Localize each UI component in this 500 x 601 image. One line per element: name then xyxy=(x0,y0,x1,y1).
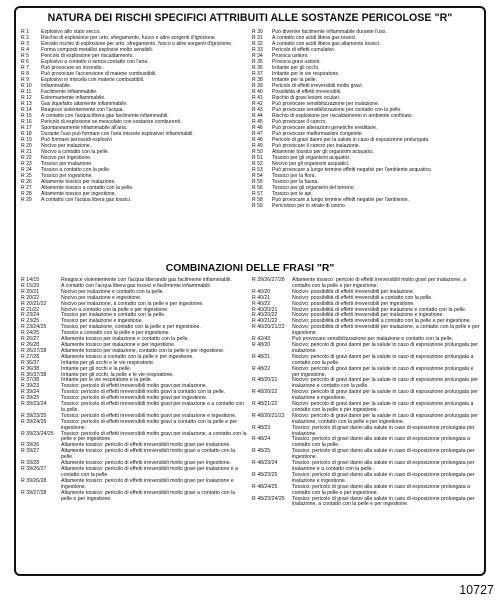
phrase-text: Può provocare l'accensione di materie combustibili. xyxy=(41,71,157,77)
phrase-code: R 20/21 xyxy=(21,288,40,295)
phrase-code: R 23/24 xyxy=(21,312,40,319)
phrase-code: R 53 xyxy=(252,167,263,173)
phrase-code: R 18 xyxy=(21,131,32,137)
phrase-code: R 15 xyxy=(21,113,32,119)
phrase-code: R 40/22 xyxy=(252,300,271,307)
phrase-code: R 39 xyxy=(252,83,263,89)
phrase-text: Altamente tossico per inalazione e contatto con la pelle. xyxy=(61,336,190,343)
phrase-code: R 50 xyxy=(252,149,263,155)
phrase-code: R 39/26/28 xyxy=(21,477,47,484)
phrase-code: R 57 xyxy=(252,191,263,197)
phrase-text: Esplosivo a contatto o senza contatto con l'aria. xyxy=(41,59,149,65)
phrase-code: R 1 xyxy=(21,29,29,35)
phrase-text: Altamente tossico: pericolo di effetti irreversibili molto gravi per ingestione. xyxy=(61,460,232,467)
phrase-code: R 39/23 xyxy=(21,383,40,390)
phrase-code: R 39/24 xyxy=(21,389,40,396)
phrase-text: Tossico: pericolo di gravi danni alla salute in caso di esposizione prolungata per inalazione, a contatto con la pelle e per ingestione. xyxy=(292,495,475,508)
combinations-column-right xyxy=(252,278,482,508)
phrase-code: R 24 xyxy=(21,167,32,173)
phrase-text: Pericolo di esplosione se mescolato con sostanze comburenti. xyxy=(41,119,182,125)
phrase-code: R 26 xyxy=(21,179,32,185)
phrase-row xyxy=(21,491,247,503)
phrase-code: R 7 xyxy=(21,65,29,71)
phrase-text: Tossico: pericolo di gravi danni alla salute in caso di esposizione prolungata per inalazione e ingestione. xyxy=(292,471,475,484)
phrase-text: Provoca gravi ustioni. xyxy=(272,59,321,65)
phrase-text: Elevato rischio di esplosione per urto, sfregamento, fuoco o altre sorgenti d'ignizione. xyxy=(41,41,233,47)
phrase-code: R 11 xyxy=(21,89,32,95)
sign-title: NATURA DEI RISCHI SPECIFICI ATTRIBUITI ALLE SOSTANZE PERICOLOSE "R" xyxy=(47,12,453,24)
phrase-text: Tossico a contatto con la pelle. xyxy=(41,167,111,173)
phrase-text: Esplosivo allo stato secco. xyxy=(41,29,101,35)
phrase-text: Nocivo per inalazione. xyxy=(41,143,92,149)
phrase-code: R 48/23/24/25 xyxy=(252,495,285,502)
phrase-code: R 19 xyxy=(21,137,32,143)
phrase-text: Pericoloso per lo strato di ozono. xyxy=(272,203,347,209)
phrase-text: Nocivo: pericolo di gravi danni per la salute in caso di esposizione prolungata per inalazione, contatto con la pelle e per ingestione. xyxy=(292,412,478,425)
phrase-code: R 36/37/38 xyxy=(21,371,47,378)
phrase-text: Irritante per le vie respiratorie. xyxy=(272,71,340,77)
phrase-text: Reagisce violentemente con l'acqua. xyxy=(41,107,124,113)
phrase-code: R 28 xyxy=(21,191,32,197)
phrase-text: Estremamente infiammabile. xyxy=(41,95,106,101)
phrase-code: R 40/20/21/22 xyxy=(252,324,285,331)
phrase-text: Altamente tossico per ingestione. xyxy=(41,191,117,197)
phrase-code: R 48/20 xyxy=(252,341,271,348)
phrase-code: R 40 xyxy=(252,89,263,95)
phrase-text: Tossico: pericolo di effetti irreversibili molto gravi per inalazione e ingestione. xyxy=(61,412,237,419)
phrase-text: Tossico per la flora. xyxy=(272,173,316,179)
phrase-text: Nocivo a contatto con la pelle. xyxy=(41,149,109,155)
phrase-text: Durante l'uso può formare con l'aria miscele esplosive/ infiammabili. xyxy=(41,131,194,137)
phrase-text: Altamente tossico per inalazione e per ingestione. xyxy=(61,341,176,348)
phrase-code: R 48/24 xyxy=(252,436,271,443)
combinations-title: COMBINAZIONI DELLE FRASI "R" xyxy=(165,263,335,274)
phrase-code: R 48/22 xyxy=(252,365,271,372)
phrase-code: R 27 xyxy=(21,185,32,191)
phrase-text: Tossico per inalazione. xyxy=(41,161,93,167)
phrase-code: R 37/38 xyxy=(21,377,40,384)
phrase-code: R 49 xyxy=(252,143,263,149)
phrase-code: R 48/23/25 xyxy=(252,471,278,478)
phrase-code: R 23/25 xyxy=(21,318,40,325)
phrase-code: R 40/21 xyxy=(252,294,271,301)
phrase-text: Tossico: pericolo di effetti irreversibili molto gravi a contatto con la pelle e per ingestione. xyxy=(61,418,238,431)
phrase-code: R 14/15 xyxy=(21,277,40,283)
phrase-code: R 15/29 xyxy=(21,282,40,289)
phrase-text: Nocivo: pericolo di gravi danni per la salute in caso di esposizione prolungata per inalazione. xyxy=(292,341,478,354)
phrase-code: R 42/43 xyxy=(252,336,271,343)
phrase-text: Nocivo: possibilità di effetti irreversibili a contatto con la pelle e per ingestione. xyxy=(292,318,471,325)
phrase-code: R 55 xyxy=(252,179,263,185)
phrase-text: Tossico: pericolo di gravi danni alla salute in caso di esposizione prolungata a contatto con la pelle. xyxy=(292,436,470,449)
phrase-row xyxy=(21,197,247,203)
phrase-code: R 39/23/24 xyxy=(21,401,47,408)
phrase-code: R 39/27 xyxy=(21,448,40,455)
phrase-code: R 39/23/24/25 xyxy=(21,430,54,437)
phrase-code: R 48/21/22 xyxy=(252,401,278,408)
phrase-code: R 13 xyxy=(21,101,32,107)
phrase-text: Tossico per gli organismi acquatici. xyxy=(272,155,351,161)
phrase-code: R 9 xyxy=(21,77,29,83)
phrase-text: A contatto con l'acqua libera gas tossici e facilmente infiammabili. xyxy=(61,282,212,289)
phrase-code: R 17 xyxy=(21,125,32,131)
phrase-code: R 40/20 xyxy=(252,288,271,295)
phrase-text: Nocivo: possibilità di effetti irreversibili per inalazione e ingestione. xyxy=(292,312,444,319)
phrase-text: Nocivo: pericolo di gravi danni per la salute in caso di esposizione prolungata a contatto con la pelle. xyxy=(292,353,474,366)
phrase-code: R 30 xyxy=(252,29,263,35)
phrase-text: Tossico per la fauna. xyxy=(272,179,319,185)
phrase-text: Altamente tossico per gli organismi acquatici. xyxy=(272,149,374,155)
phrase-code: R 14 xyxy=(21,107,32,113)
phrase-text: Nocivo per inalazione e ingestione. xyxy=(61,294,142,301)
phrase-text: Facilmente infiammabile. xyxy=(41,89,98,95)
phrase-text: Nocivo: pericolo di gravi danni per la salute in caso di esposizione prolungata per inalazione e contatto con la pelle. xyxy=(292,377,478,390)
phrase-text: Tossico: pericolo di effetti irreversibili molto gravi per inalazione e a contatto con la pelle. xyxy=(61,401,244,413)
phrase-code: R 56 xyxy=(252,185,263,191)
phrase-code: R 58 xyxy=(252,197,263,203)
phrase-text: Tossico: pericolo di effetti irreversibili molto gravi per inalazione, a contatto con la pelle e per ingestione. xyxy=(61,430,247,443)
phrase-text: Nocivo: possibilità di effetti irreversibili per ingestione. xyxy=(292,300,415,307)
phrase-code: R 42 xyxy=(252,101,263,107)
phrase-text: Nocivo: possibilità di effetti irreversibili a contatto con la pelle. xyxy=(292,294,433,301)
phrase-text: Irritante per gli occhi, la pelle e le vie respiratorie. xyxy=(61,371,174,378)
phrase-text: Pericolo di esplosione per riscaldamento. xyxy=(41,53,134,59)
phrase-code: R 23/24/25 xyxy=(21,324,47,331)
phrase-code: R 48/23/24 xyxy=(252,460,278,467)
phrase-row xyxy=(252,414,482,426)
phrase-text: Può provocare alterazioni genetiche ereditarie. xyxy=(272,125,378,131)
phrase-text: Nocivo per inalazione, a contatto con la pelle e per ingestione. xyxy=(61,300,204,307)
phrase-text: Nocivo: possibilità di effetti irreversibili per inalazione, a contatto con la pelle e per ingestione. xyxy=(292,324,480,337)
phrase-text: Altamente tossico per inalazione. xyxy=(41,179,116,185)
phrase-text: Tossico per gli organismi del terreno. xyxy=(272,185,355,191)
phrase-text: Pericolo di effetti irreversibili molto gravi. xyxy=(272,83,364,89)
phrase-text: Altamente tossico: pericolo di effetti irreversibili molto gravi a contatto con la pelle e per ingestione. xyxy=(61,489,236,502)
phrase-code: R 2 xyxy=(21,35,29,41)
phrase-text: Tossico: pericolo di gravi danni alla salute in caso di esposizione prolungata per inalazione. xyxy=(292,424,475,437)
phrase-row xyxy=(252,497,482,509)
phrase-row xyxy=(21,420,247,432)
phrase-code: R 39/25 xyxy=(21,395,40,402)
phrase-code: R 29 xyxy=(21,197,32,203)
phrase-code: R 26/27/28 xyxy=(21,347,47,354)
phrase-text: Può provocare a lungo termine effetti negativi per l'ambiente acquatico. xyxy=(272,167,433,173)
phrase-text: Altamente tossico a contatto con la pelle e per ingestione. xyxy=(61,353,194,360)
phrase-code: R 40/20/21 xyxy=(252,306,278,313)
phrase-code: R 21 xyxy=(21,149,32,155)
phrase-code: R 48 xyxy=(252,137,263,143)
phrase-code: R 20/21/22 xyxy=(21,300,47,307)
phrase-text: Può provocare malformazioni congenite. xyxy=(272,131,364,137)
phrase-code: R 12 xyxy=(21,95,32,101)
phrase-code: R 48/20/22 xyxy=(252,389,278,396)
phrase-code: R 39/26 xyxy=(21,442,40,449)
phrase-code: R 39/23/25 xyxy=(21,412,47,419)
phrase-code: R 37 xyxy=(252,71,263,77)
phrase-code: R 3 xyxy=(21,41,29,47)
phrase-text: Tossico: pericolo di effetti irreversibili molto gravi per inalazione. xyxy=(61,383,208,390)
phrase-code: R 45 xyxy=(252,119,263,125)
phrase-code: R 36/38 xyxy=(21,365,40,372)
phrase-code: R 16 xyxy=(21,119,32,125)
safety-sign xyxy=(14,6,486,576)
phrase-text: Può provocare a lungo termine effetti negativi per l'ambiente. xyxy=(272,197,410,203)
phrase-row xyxy=(252,485,482,497)
phrase-code: R 33 xyxy=(252,47,263,53)
phrase-text: Tossico: pericolo di effetti irreversibili molto gravi a contatto con la pelle. xyxy=(61,389,226,396)
phrase-text: Reagisce violentemente con l'acqua liberando gas facilmente infiammabili. xyxy=(61,277,232,283)
phrase-row xyxy=(252,473,482,485)
phrase-text: Rischio di esplosione per urto, sfregamento, fuoco o altre sorgenti d'ignizione. xyxy=(41,35,217,41)
phrase-text: Rischio di gravi lesioni oculari. xyxy=(272,95,341,101)
phrase-code: R 26/28 xyxy=(21,341,40,348)
phrase-text: Può divenire facilmente infiammabile durante l'uso. xyxy=(272,29,387,35)
phrase-code: R 46 xyxy=(252,125,263,131)
phrase-text: Irritante per gli occhi e la pelle. xyxy=(61,365,132,372)
phrase-code: R 5 xyxy=(21,53,29,59)
phrase-code: R 52 xyxy=(252,161,263,167)
phrase-text: Nocivo: pericolo di gravi danni per la salute in caso di esposizione prolungata per inalazione e ingestione. xyxy=(292,389,478,402)
phrase-text: Può provocare sensibilizzazione per inalazione e contatto con la pelle. xyxy=(292,336,454,343)
phrase-code: R 39/24/25 xyxy=(21,418,47,425)
phrase-text: Altamente tossico a contatto con la pelle. xyxy=(41,185,134,191)
phrase-text: Può provocare sensibilizzazione per inalazione. xyxy=(272,101,380,107)
phrase-text: Possibilità di effetti irreversibili. xyxy=(272,89,342,95)
phrase-code: R 54 xyxy=(252,173,263,179)
phrase-row xyxy=(252,355,482,367)
phrases-column-right xyxy=(252,29,482,209)
phrase-text: Altamente tossico: pericolo di effetti irreversibili molto gravi per inalazione. xyxy=(61,442,231,449)
phrase-code: R 38 xyxy=(252,77,263,83)
phrase-text: Nocivo per inalazione e contatto con la pelle. xyxy=(61,288,164,295)
phrase-text: A contatto con l'acqua libera gas facilmente infiammabili. xyxy=(41,113,169,119)
phrases-column-left xyxy=(21,29,247,203)
phrase-text: Nocivo: pericolo di gravi danni per la salute in caso di esposizione prolungata a contatto con la pelle e per ingestione. xyxy=(292,401,474,413)
phrase-code: R 35 xyxy=(252,59,263,65)
phrase-text: Nocivo: possibilità di effetti irreversibili per inalazione e contatto con la pelle. xyxy=(292,306,467,313)
catalog-number: 10727 xyxy=(459,583,494,597)
phrase-code: R 4 xyxy=(21,47,29,53)
phrase-code: R 26/27 xyxy=(21,336,40,343)
phrase-code: R 25 xyxy=(21,173,32,179)
phrase-text: Irritante per gli occhi e le vie respiratorie. xyxy=(61,359,155,366)
phrase-text: Tossico: pericolo di gravi danni alla salute in caso di esposizione prolungata a contatto con la pelle e per ingestione. xyxy=(292,483,470,496)
phrase-code: R 48/20/21 xyxy=(252,377,278,384)
phrase-text: Può provocare un incendio. xyxy=(41,65,104,71)
phrase-text: Altamente tossico per inalazione, contatto con la pelle e per ingestione. xyxy=(61,347,225,354)
phrase-code: R 34 xyxy=(252,53,263,59)
phrase-text: Nocivo: possibilità di effetti irreversibili per inalazione. xyxy=(292,288,415,295)
phrase-text: Irritante per la pelle. xyxy=(272,77,318,83)
phrase-code: R 51 xyxy=(252,155,263,161)
phrase-text: Pericolo di gravi danni per la salute in caso di esposizione prolungata. xyxy=(272,137,430,143)
phrase-text: A contatto con acidi libera gas tossici. xyxy=(272,35,357,41)
phrase-code: R 24/25 xyxy=(21,330,40,337)
phrase-code: R 36 xyxy=(252,65,263,71)
phrase-text: Tossico per ingestione. xyxy=(41,173,93,179)
phrase-text: Tossico per inalazione, contatto con la pelle e per ingestione. xyxy=(61,324,201,331)
phrase-text: Tossico per inalazione e contatto con la pelle. xyxy=(61,312,166,319)
phrase-code: R 39/28 xyxy=(21,460,40,467)
phrase-text: Gas liquefatto altamente infiammabile. xyxy=(41,101,128,107)
phrase-text: Nocivo: pericolo di gravi danni per la salute in caso di esposizione prolungata e per ingestione. xyxy=(292,365,474,378)
phrase-code: R 8 xyxy=(21,71,29,77)
phrase-code: R 31 xyxy=(252,35,263,41)
phrase-text: Può provocare sensibilizzazione per contatto con la pelle. xyxy=(272,107,402,113)
phrase-code: R 39/26/27/28 xyxy=(252,277,285,283)
phrase-text: Può provocare il cancro per inalazione. xyxy=(272,143,361,149)
phrase-code: R 23 xyxy=(21,161,32,167)
phrase-text: Esplosivo in miscela con materie combustibili. xyxy=(41,77,145,83)
phrase-text: Tossico: pericolo di gravi danni alla salute in caso di esposizione prolungata per inalazione e a contatto con la pelle. xyxy=(292,460,475,472)
phrase-code: R 47 xyxy=(252,131,263,137)
phrase-code: R 22 xyxy=(21,155,32,161)
phrase-text: Tossico per inalazione e ingestione. xyxy=(61,318,143,325)
phrase-text: Irritante per le vie respiratorie e la pelle. xyxy=(61,377,153,384)
phrase-code: R 48/25 xyxy=(252,448,271,455)
phrase-row xyxy=(252,203,482,209)
phrase-text: Altamente tossico: pericolo di effetti irreversibili molto gravi per inalazione e ingestione. xyxy=(61,477,234,490)
phrase-text: Spontaneamente infiammabile all'aria. xyxy=(41,125,128,131)
phrase-text: Forma composti metallici esplosivi molto sensibili. xyxy=(41,47,154,53)
phrase-code: R 20 xyxy=(21,143,32,149)
phrase-code: R 10 xyxy=(21,83,32,89)
phrase-code: R 48/24/25 xyxy=(252,483,278,490)
phrase-row xyxy=(21,479,247,491)
phrase-text: A contatto con l'acqua libera gas tossici. xyxy=(41,197,132,203)
phrase-text: Può provocare il cancro. xyxy=(272,119,327,125)
phrase-code: R 6 xyxy=(21,59,29,65)
phrase-code: R 43 xyxy=(252,107,263,113)
phrase-text: Rischio di esplosione per riscaldamento in ambiente confinato. xyxy=(272,113,414,119)
phrase-text: Irritante per gli occhi. xyxy=(272,65,320,71)
phrase-text: Altamente tossico: pericolo di effetti irreversibili molto gravi per inalazione e a contatto con la pelle. xyxy=(61,466,238,478)
phrase-code: R 20/22 xyxy=(21,294,40,301)
phrase-code: R 44 xyxy=(252,113,263,119)
phrase-text: Altamente tossico: pericolo di effetti irreversibili molto gravi a contatto con la pelle. xyxy=(61,448,236,461)
phrase-text: Altamente tossico: pericolo di effetti irreversibili molto gravi per inalazione, a contatto con la pelle e per ingestione. xyxy=(292,277,467,289)
phrase-code: R 48/21 xyxy=(252,353,271,360)
phrase-code: R 40/21/22 xyxy=(252,318,278,325)
phrase-text: Tossico per le api. xyxy=(272,191,313,197)
phrase-code: R 41 xyxy=(252,95,263,101)
phrase-code: R 39/26/27 xyxy=(21,466,47,472)
phrase-code: R 48/23 xyxy=(252,424,271,431)
phrase-text: Tossico a contatto con la pelle e per ingestione. xyxy=(61,330,171,337)
phrase-text: Può formare perossidi esplosivi xyxy=(41,137,112,143)
phrase-text: Pericolo di effetti cumulativi. xyxy=(272,47,336,53)
phrase-text: Tossico: pericolo di effetti irreversibili molto gravi per ingestione. xyxy=(61,395,208,402)
combinations-column-left xyxy=(21,278,247,502)
phrase-text: Nocivo a contatto con la pelle e per ingestione. xyxy=(61,306,169,313)
phrase-text: Infiammabile. xyxy=(41,83,72,89)
phrase-text: Nocivo per gli organismi acquatici. xyxy=(272,161,350,167)
phrase-code: R 59 xyxy=(252,203,263,209)
phrase-code: R 27/28 xyxy=(21,353,40,360)
phrase-text: Tossico: pericolo di gravi danni alla salute in caso di esposizione prolungata per ingestione. xyxy=(292,448,475,461)
phrase-code: R 21/22 xyxy=(21,306,40,313)
phrase-text: Provoca ustioni. xyxy=(272,53,309,59)
phrase-text: A contatto con acidi libera gas altamente tossici. xyxy=(272,41,381,47)
phrase-text: Nocivo per ingestione. xyxy=(41,155,92,161)
phrase-code: R 40/20/22 xyxy=(252,312,278,319)
phrase-code: R 39/27/28 xyxy=(21,489,47,496)
phrase-code: R 48/20/21/22 xyxy=(252,412,285,419)
phrase-row xyxy=(252,343,482,355)
phrase-code: R 32 xyxy=(252,41,263,47)
phrase-code: R 36/37 xyxy=(21,359,40,366)
